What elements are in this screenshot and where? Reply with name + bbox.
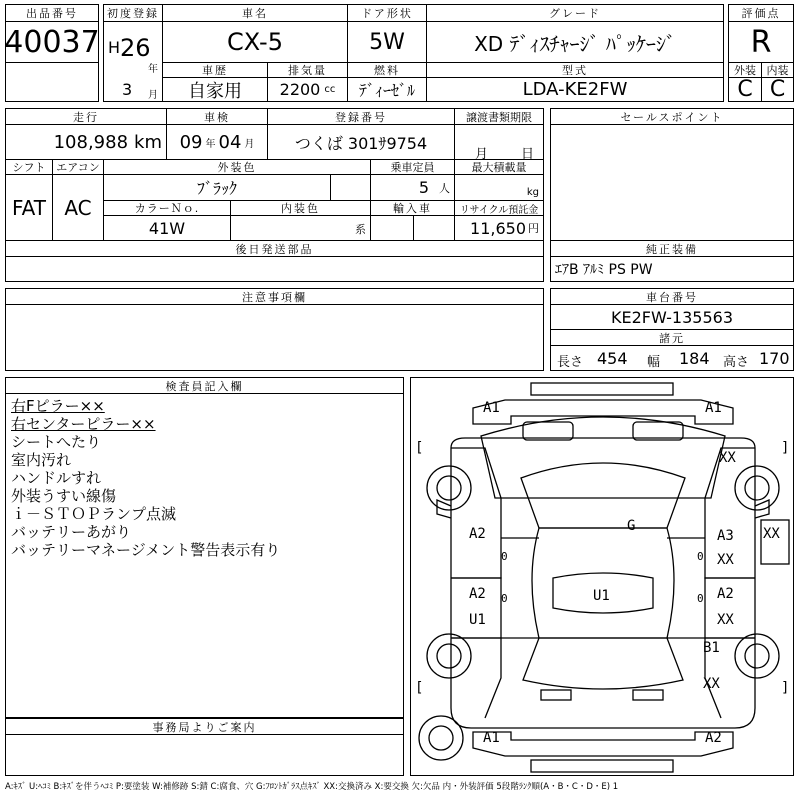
- transfer-header: 譲渡書類期限: [454, 108, 544, 125]
- damage-label: A2: [469, 586, 486, 602]
- mileage-unit: km: [134, 131, 162, 153]
- color-no: 41W: [103, 215, 231, 241]
- damage-label: A2: [717, 586, 734, 602]
- ext-color-extra: [330, 174, 371, 201]
- first-reg-year-unit: 年: [148, 64, 158, 75]
- inspection-header: 車検: [166, 108, 268, 125]
- exterior-score: C: [728, 77, 762, 102]
- length-value: 454: [597, 349, 628, 368]
- damage-label: A1: [483, 400, 500, 416]
- capacity-unit: 人: [439, 181, 450, 195]
- caution-header: 注意事項欄: [5, 288, 544, 305]
- damage-label: 0: [697, 592, 704, 605]
- score-header: 評価点: [728, 4, 794, 22]
- damage-label: ]: [781, 680, 790, 696]
- car-name-header: 車名: [162, 4, 348, 22]
- note-item: ｉ－ＳＴＯＰランプ点滅: [11, 505, 177, 523]
- damage-label: 0: [501, 550, 508, 563]
- damage-label: XX: [717, 612, 734, 628]
- note-item: 室内汚れ: [11, 451, 72, 469]
- lot-no: 40037: [5, 21, 99, 63]
- door-type: 5W: [347, 21, 427, 63]
- note-item: 右センターピラー××: [11, 415, 156, 433]
- car-diagram: [410, 377, 794, 776]
- damage-label: XX: [763, 526, 780, 542]
- import-cell-2: [413, 215, 455, 241]
- height-value: 170: [759, 349, 790, 368]
- note-item: ハンドルすれ: [11, 469, 102, 487]
- sales-point-header: セールスポイント: [550, 108, 794, 125]
- genuine-header: 純正装備: [550, 240, 794, 257]
- max-load-header: 最大積載量: [454, 159, 544, 175]
- width-label: 幅: [647, 355, 661, 370]
- first-reg-header: 初度登録: [103, 4, 163, 22]
- width-value: 184: [679, 349, 710, 368]
- damage-label: A2: [705, 730, 722, 746]
- damage-label: G: [627, 518, 636, 534]
- mileage-header: 走行: [5, 108, 167, 125]
- aircon-header: エアコン: [52, 159, 104, 175]
- height-label: 高さ: [723, 355, 750, 370]
- damage-label: A3: [717, 528, 734, 544]
- office-header: 事務局よりご案内: [5, 718, 404, 735]
- displacement: 2200: [279, 80, 321, 99]
- recycle: 11,650: [470, 218, 526, 238]
- damage-label: ]: [781, 440, 790, 456]
- max-load-unit: kg: [526, 187, 539, 198]
- chassis-header: 車台番号: [550, 288, 794, 305]
- recycle-unit: 円: [528, 222, 539, 235]
- recycle-header: リサイクル預託金: [454, 200, 544, 216]
- damage-label: A1: [705, 400, 722, 416]
- damage-label: B1: [703, 640, 720, 656]
- note-item: バッテリーマネージメント警告表示有り: [11, 541, 281, 559]
- model-code-header: 型式: [426, 62, 724, 78]
- first-reg-box: [103, 21, 163, 102]
- inspector-notes: [5, 393, 404, 718]
- office-box: [5, 734, 404, 776]
- color-no-header: カラーＮｏ.: [103, 200, 231, 216]
- damage-label: [: [415, 440, 424, 456]
- genuine-equipment: ｴｱB ｱﾙﾐ PS PW: [550, 256, 794, 282]
- later-parts-box: [5, 256, 544, 282]
- lot-no-header: 出品番号: [5, 4, 99, 22]
- first-reg-month: 3: [122, 80, 133, 99]
- history-header: 車歴: [162, 62, 268, 78]
- caution-box: [5, 304, 544, 371]
- note-item: 外装うすい線傷: [11, 487, 117, 505]
- shift: FAT: [5, 174, 53, 241]
- aircon: AC: [52, 174, 104, 241]
- reg-no-header: 登録番号: [267, 108, 455, 125]
- mileage: 108,988: [53, 131, 129, 153]
- grade-header: グレード: [426, 4, 724, 22]
- chassis-no: KE2FW-135563: [550, 304, 794, 330]
- score: R: [728, 21, 794, 63]
- model-code: LDA-KE2FW: [426, 77, 724, 102]
- capacity: 5: [418, 178, 429, 197]
- exterior-header: 外装: [728, 62, 762, 78]
- inspection-year-unit: 年: [205, 138, 216, 150]
- door-header: ドア形状: [347, 4, 427, 22]
- fuel-header: 燃料: [347, 62, 427, 78]
- note-item: シートへたり: [11, 433, 102, 451]
- displacement-unit: cc: [324, 84, 336, 95]
- car-name: CX-5: [162, 21, 348, 63]
- int-color-unit: 系: [355, 223, 366, 236]
- damage-label: XX: [717, 552, 734, 568]
- transfer-month-unit: 月: [475, 147, 489, 162]
- damage-label: U1: [593, 588, 610, 604]
- note-item: バッテリーあがり: [11, 523, 132, 541]
- first-reg-era: H: [108, 38, 121, 57]
- ext-color-header: 外装色: [103, 159, 371, 175]
- displacement-header: 排気量: [267, 62, 348, 78]
- transfer-day-unit: 日: [521, 147, 535, 162]
- later-parts-header: 後日発送部品: [5, 240, 544, 257]
- first-reg-year: 26: [120, 34, 151, 62]
- inspector-header: 検査員記入欄: [5, 377, 404, 394]
- import-header: 輸入車: [370, 200, 455, 216]
- interior-header: 内装: [761, 62, 794, 78]
- damage-label: 0: [697, 550, 704, 563]
- note-item: 右Fピラー××: [11, 397, 105, 415]
- int-color-header: 内装色: [230, 200, 371, 216]
- length-label: 長さ: [557, 355, 584, 370]
- damage-label: XX: [719, 450, 736, 466]
- car-outline-svg: [411, 378, 795, 777]
- shift-header: シフト: [5, 159, 53, 175]
- inspection-year: 09: [179, 131, 203, 153]
- grade: XD ﾃﾞｨｽﾁｬｰｼﾞ ﾊﾟｯｹｰｼﾞ: [426, 21, 724, 63]
- damage-label: [: [415, 680, 424, 696]
- first-reg-month-unit: 月: [148, 90, 158, 101]
- capacity-header: 乗車定員: [370, 159, 455, 175]
- lot-no-blank: [5, 62, 99, 102]
- damage-label: XX: [703, 676, 720, 692]
- inspection-month: 04: [218, 131, 242, 153]
- damage-label: 0: [501, 592, 508, 605]
- damage-label: U1: [469, 612, 486, 628]
- damage-label: A1: [483, 730, 500, 746]
- dimensions-header: 諸元: [550, 329, 794, 346]
- ext-color: ﾌﾞﾗｯｸ: [103, 174, 331, 201]
- inspection-month-unit: 月: [244, 138, 255, 150]
- reg-no: つくば 301ｻ9754: [267, 124, 455, 160]
- import-cell-1: [370, 215, 414, 241]
- fuel: ﾃﾞｨｰｾﾞﾙ: [347, 77, 427, 102]
- interior-score: C: [761, 77, 794, 102]
- legend: A:ｷｽﾞ U:ﾍｺﾐ B:ｷｽﾞを伴うﾍｺﾐ P:要塗装 W:補修跡 S:錆 C:腐食、穴 G:ﾌﾛﾝﾄｶﾞﾗｽ点ｷｽﾞ XX:交換済み X:要交換 欠:欠品 内・外装評価 5段階ﾗﾝｸ順(A・B・C・D・E) 1: [5, 782, 619, 792]
- damage-label: A2: [469, 526, 486, 542]
- history: 自家用: [162, 77, 268, 102]
- sales-point-box: [550, 124, 794, 241]
